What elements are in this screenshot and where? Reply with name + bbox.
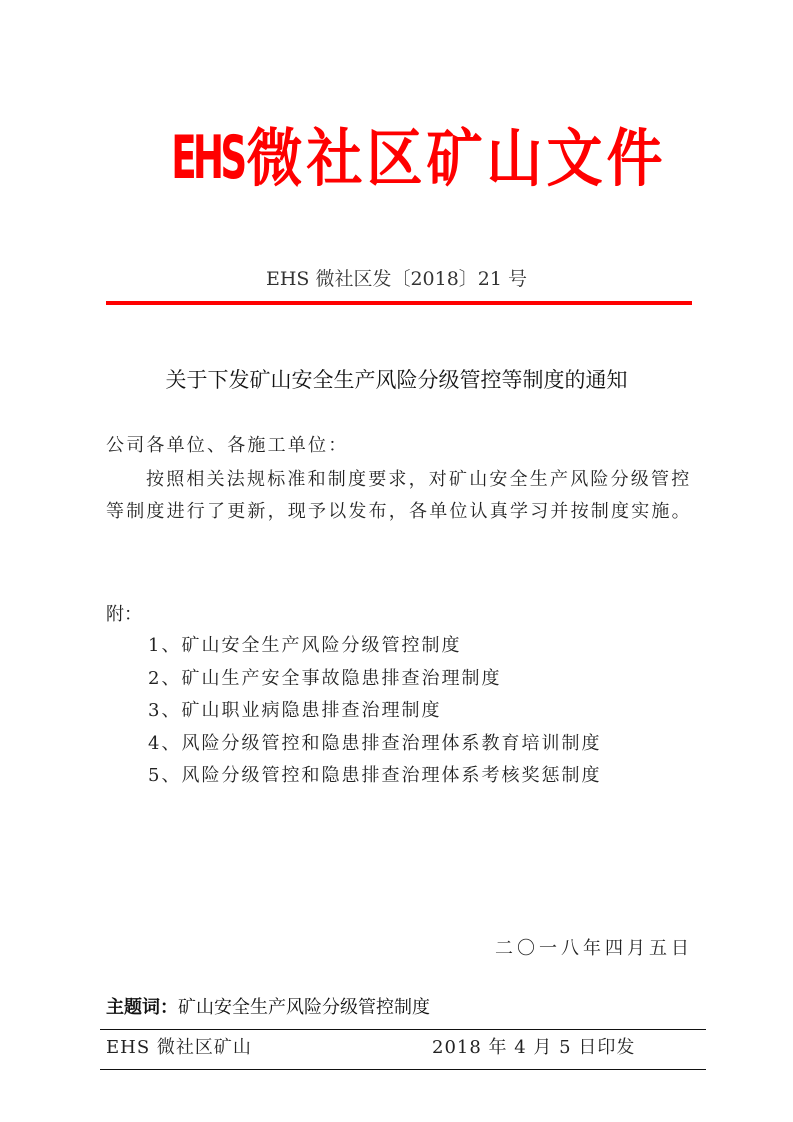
document-number: EHS 微社区发〔2018〕21 号 [265, 268, 528, 290]
signature-date: 二〇一八年四月五日 [495, 938, 693, 959]
document-title: 关于下发矿山安全生产风险分级管控等制度的通知 [165, 368, 628, 392]
annex-list [148, 630, 601, 793]
red-divider [106, 301, 692, 305]
masthead-latin: EHS [170, 123, 243, 193]
footer-rule-bottom [100, 1069, 706, 1070]
footer-rule-top [100, 1029, 706, 1030]
subject-keywords [106, 993, 430, 1023]
subject-value: 矿山安全生产风险分级管控制度 [178, 997, 430, 1018]
body-paragraph: 按照相关法规标准和制度要求，对矿山安全生产风险分级管控等制度进行了更新，现予以发布，各单位认真学习并按制度实施。 [106, 469, 692, 522]
subject-label: 主题词： [106, 997, 178, 1018]
issue-date: 2018 年 4 月 5 日印发 [432, 1037, 636, 1058]
annex-item: 4、风险分级管控和隐患排查治理体系教育培训制度 [148, 732, 602, 754]
annex-label: 附： [106, 604, 142, 625]
issuer: EHS 微社区矿山 [106, 1037, 252, 1058]
document-masthead [0, 118, 793, 200]
annex-item: 5、风险分级管控和隐患排查治理体系考核奖惩制度 [148, 765, 602, 786]
salutation: 公司各单位、各施工单位： [106, 435, 349, 456]
annex-item: 3、矿山职业病隐患排查治理制度 [148, 700, 442, 721]
annex-item: 1、矿山安全生产风险分级管控制度 [148, 635, 462, 656]
masthead-chinese: 微社区矿山文件 [246, 123, 667, 196]
annex-item: 2、矿山生产安全事故隐患排查治理制度 [148, 667, 502, 689]
